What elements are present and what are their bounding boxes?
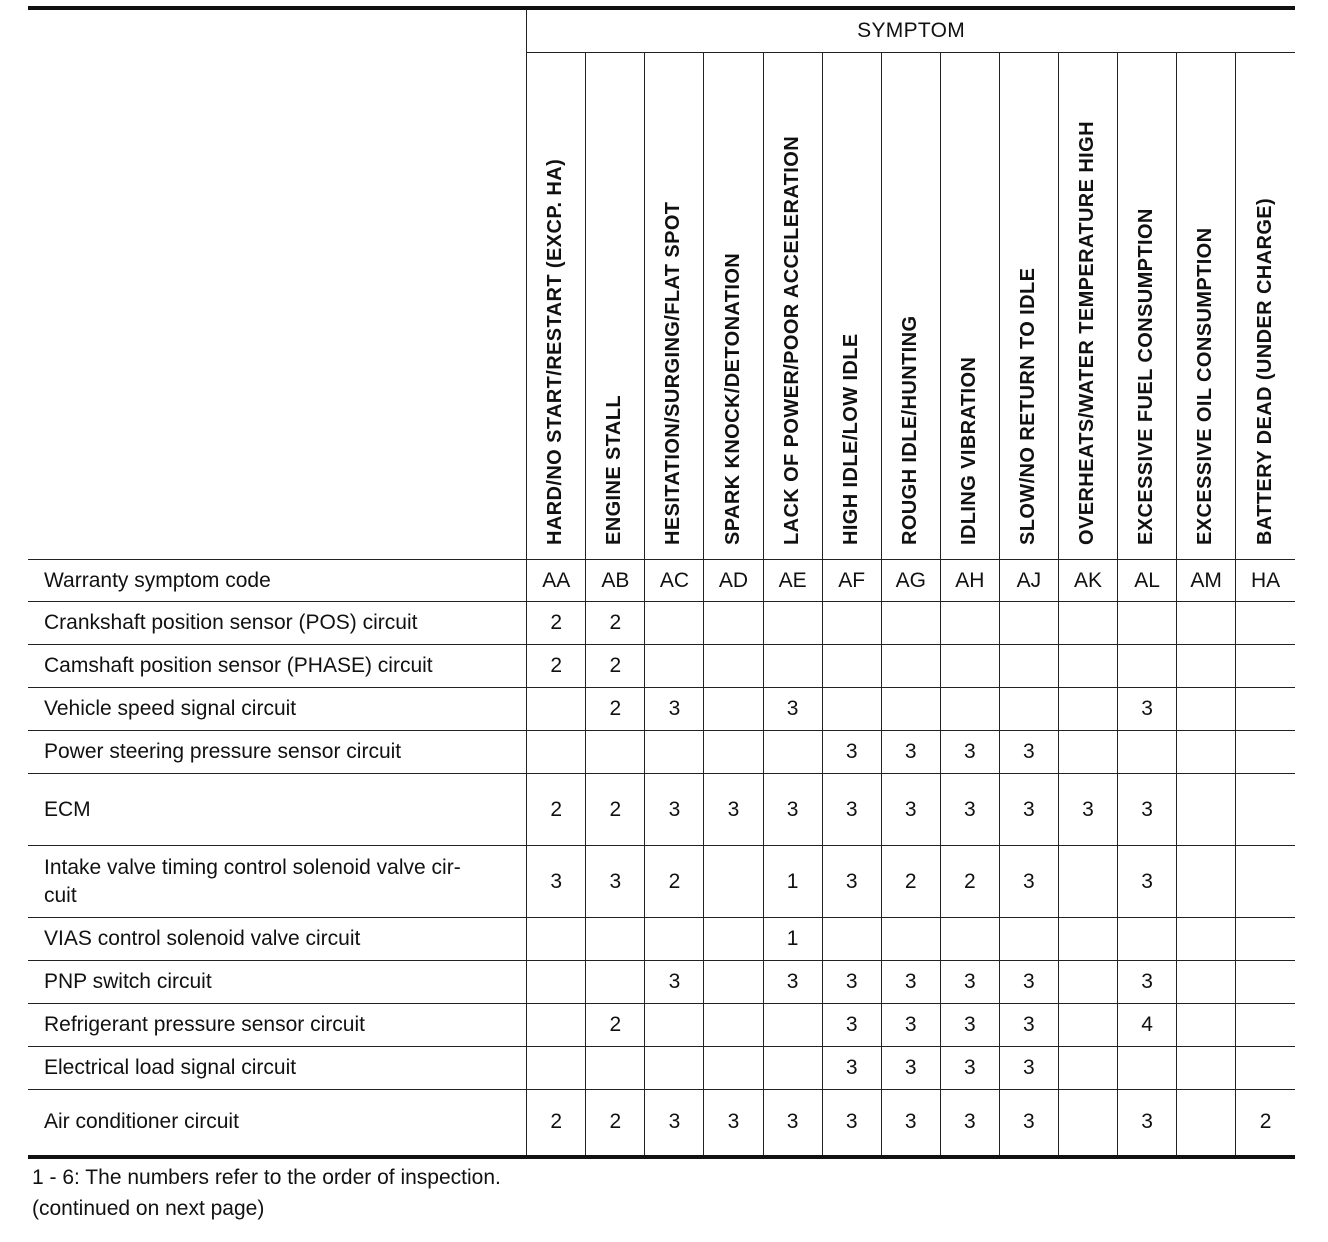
inspection-order-cell: 2: [586, 774, 645, 846]
inspection-order-cell: 3: [822, 1004, 881, 1047]
symptom-name: HARD/NO START/RESTART (EXCP. HA): [544, 158, 567, 545]
inspection-order-cell: [822, 645, 881, 688]
symptom-name: ROUGH IDLE/HUNTING: [898, 315, 921, 545]
warranty-code-cell: AC: [645, 560, 704, 602]
component-label: Crankshaft position sensor (POS) circuit: [28, 602, 527, 645]
symptom-column-header: [1177, 53, 1236, 560]
inspection-order-cell: [1236, 1047, 1295, 1090]
inspection-order-cell: [527, 961, 586, 1004]
inspection-order-cell: [822, 918, 881, 961]
inspection-order-cell: [999, 918, 1058, 961]
table-row: [28, 602, 1295, 645]
table-row: [28, 1004, 1295, 1047]
inspection-order-cell: 3: [704, 774, 763, 846]
inspection-order-cell: 3: [822, 1090, 881, 1157]
inspection-order-cell: [1177, 645, 1236, 688]
inspection-order-cell: 2: [527, 1090, 586, 1157]
inspection-order-cell: 3: [822, 961, 881, 1004]
inspection-order-cell: [822, 602, 881, 645]
inspection-order-cell: 3: [763, 961, 822, 1004]
warranty-code-cell: AE: [763, 560, 822, 602]
inspection-order-cell: 3: [881, 961, 940, 1004]
inspection-order-cell: 2: [527, 602, 586, 645]
warranty-code-cell: HA: [1236, 560, 1295, 602]
inspection-order-cell: [527, 918, 586, 961]
inspection-order-cell: 3: [763, 774, 822, 846]
warranty-code-cell: AJ: [999, 560, 1058, 602]
inspection-order-cell: [822, 688, 881, 731]
symptom-name: IDLING VIBRATION: [957, 356, 980, 545]
table-row: [28, 1090, 1295, 1157]
warranty-code-cell: AL: [1118, 560, 1177, 602]
inspection-order-cell: 1: [763, 918, 822, 961]
inspection-order-cell: [1118, 602, 1177, 645]
inspection-order-cell: [1058, 1047, 1117, 1090]
inspection-order-cell: [527, 1004, 586, 1047]
inspection-order-cell: [1177, 731, 1236, 774]
inspection-order-cell: [1236, 731, 1295, 774]
inspection-order-cell: 3: [763, 688, 822, 731]
inspection-order-cell: [1058, 846, 1117, 918]
table-row: [28, 918, 1295, 961]
table-corner-cell: [28, 8, 527, 560]
inspection-order-cell: 3: [645, 688, 704, 731]
inspection-order-cell: [645, 602, 704, 645]
inspection-order-cell: [704, 1004, 763, 1047]
inspection-order-cell: 3: [645, 774, 704, 846]
symptom-column-header: [527, 53, 586, 560]
inspection-order-cell: 3: [999, 1047, 1058, 1090]
inspection-order-cell: [1236, 688, 1295, 731]
inspection-order-cell: 2: [586, 645, 645, 688]
inspection-order-cell: [1058, 1004, 1117, 1047]
inspection-order-cell: 3: [586, 846, 645, 918]
symptom-name: OVERHEATS/WATER TEMPERATURE HIGH: [1075, 121, 1098, 545]
inspection-order-cell: [1177, 918, 1236, 961]
inspection-order-cell: [763, 731, 822, 774]
inspection-order-cell: 3: [822, 846, 881, 918]
inspection-order-cell: [1177, 1047, 1236, 1090]
warranty-code-cell: AM: [1177, 560, 1236, 602]
warranty-code-row: [28, 560, 1295, 602]
inspection-order-cell: 3: [763, 1090, 822, 1157]
inspection-order-cell: 3: [999, 846, 1058, 918]
inspection-order-cell: [1058, 602, 1117, 645]
symptom-column-header: [822, 53, 881, 560]
inspection-order-cell: [1236, 961, 1295, 1004]
inspection-order-cell: 3: [822, 774, 881, 846]
component-label: PNP switch circuit: [28, 961, 527, 1004]
inspection-order-cell: 3: [822, 1047, 881, 1090]
inspection-order-cell: [1177, 1004, 1236, 1047]
inspection-order-cell: 3: [940, 1090, 999, 1157]
symptom-column-header: [704, 53, 763, 560]
inspection-order-cell: [881, 688, 940, 731]
inspection-order-cell: [645, 1047, 704, 1090]
inspection-order-cell: 3: [1118, 846, 1177, 918]
symptom-column-header: [1118, 53, 1177, 560]
inspection-order-cell: 3: [881, 1090, 940, 1157]
inspection-order-cell: [763, 645, 822, 688]
inspection-order-cell: [527, 688, 586, 731]
inspection-order-cell: 3: [940, 731, 999, 774]
inspection-order-cell: [763, 602, 822, 645]
warranty-code-cell: AG: [881, 560, 940, 602]
inspection-order-cell: 3: [1118, 688, 1177, 731]
inspection-order-cell: [1236, 645, 1295, 688]
inspection-order-cell: 3: [822, 731, 881, 774]
table-row: [28, 961, 1295, 1004]
symptom-name: EXCESSIVE FUEL CONSUMPTION: [1135, 208, 1158, 545]
inspection-order-cell: [999, 688, 1058, 731]
component-label: Vehicle speed signal circuit: [28, 688, 527, 731]
inspection-order-cell: 3: [1118, 961, 1177, 1004]
symptom-name: LACK OF POWER/POOR ACCELERATION: [780, 135, 803, 545]
symptom-matrix-table: [28, 6, 1295, 1159]
inspection-order-cell: [704, 918, 763, 961]
component-label: Refrigerant pressure sensor circuit: [28, 1004, 527, 1047]
inspection-order-cell: [940, 602, 999, 645]
inspection-order-cell: [586, 961, 645, 1004]
inspection-order-cell: 2: [586, 602, 645, 645]
inspection-order-cell: 3: [881, 774, 940, 846]
inspection-order-cell: 2: [586, 1004, 645, 1047]
inspection-order-cell: [881, 645, 940, 688]
symptom-header: SYMPTOM: [527, 8, 1295, 53]
symptom-name: ENGINE STALL: [603, 395, 626, 545]
inspection-order-cell: 3: [527, 846, 586, 918]
inspection-order-cell: 3: [881, 1004, 940, 1047]
inspection-order-cell: [1236, 602, 1295, 645]
inspection-order-cell: [1118, 1047, 1177, 1090]
symptom-column-header: [1236, 53, 1295, 560]
inspection-order-cell: [763, 1004, 822, 1047]
inspection-order-cell: 2: [586, 1090, 645, 1157]
inspection-order-cell: [645, 731, 704, 774]
inspection-order-cell: 3: [881, 1047, 940, 1090]
table-row: [28, 1047, 1295, 1090]
inspection-order-cell: [1236, 846, 1295, 918]
inspection-order-cell: [704, 846, 763, 918]
warranty-code-cell: AD: [704, 560, 763, 602]
symptom-column-header: [999, 53, 1058, 560]
inspection-order-cell: [1118, 645, 1177, 688]
inspection-order-cell: [881, 918, 940, 961]
inspection-order-cell: [1177, 846, 1236, 918]
inspection-order-cell: [940, 918, 999, 961]
inspection-order-cell: 3: [645, 1090, 704, 1157]
inspection-order-cell: [1058, 918, 1117, 961]
inspection-order-cell: 2: [940, 846, 999, 918]
table-row: [28, 731, 1295, 774]
inspection-order-cell: 3: [940, 1004, 999, 1047]
symptom-column-header: [645, 53, 704, 560]
inspection-order-cell: [645, 1004, 704, 1047]
inspection-order-cell: [1058, 688, 1117, 731]
inspection-order-cell: 3: [940, 774, 999, 846]
inspection-order-cell: [586, 918, 645, 961]
inspection-order-cell: [881, 602, 940, 645]
symptom-column-header: [586, 53, 645, 560]
inspection-order-cell: [999, 602, 1058, 645]
component-label: ECM: [28, 774, 527, 846]
inspection-order-cell: [1236, 774, 1295, 846]
inspection-order-cell: [1177, 961, 1236, 1004]
component-label: Air conditioner circuit: [28, 1090, 527, 1157]
inspection-order-cell: 1: [763, 846, 822, 918]
table-row: [28, 645, 1295, 688]
inspection-order-cell: 3: [1118, 774, 1177, 846]
symptom-name: HIGH IDLE/LOW IDLE: [839, 333, 862, 545]
inspection-order-cell: [1118, 918, 1177, 961]
inspection-order-cell: [527, 731, 586, 774]
inspection-order-cell: [586, 731, 645, 774]
symptom-column-header: [1058, 53, 1117, 560]
inspection-order-cell: 3: [999, 961, 1058, 1004]
table-row: [28, 688, 1295, 731]
inspection-order-cell: [1118, 731, 1177, 774]
symptom-column-header: [940, 53, 999, 560]
warranty-code-cell: AB: [586, 560, 645, 602]
inspection-order-cell: [999, 645, 1058, 688]
inspection-order-cell: 2: [586, 688, 645, 731]
inspection-order-cell: [704, 688, 763, 731]
inspection-order-cell: [1236, 918, 1295, 961]
inspection-order-cell: [1058, 961, 1117, 1004]
inspection-order-cell: [1058, 645, 1117, 688]
inspection-order-cell: 3: [999, 731, 1058, 774]
component-label: Camshaft position sensor (PHASE) circuit: [28, 645, 527, 688]
inspection-order-cell: 3: [999, 1004, 1058, 1047]
inspection-order-cell: 3: [881, 731, 940, 774]
symptom-name: SLOW/NO RETURN TO IDLE: [1016, 267, 1039, 545]
inspection-order-cell: [527, 1047, 586, 1090]
inspection-order-cell: 3: [645, 961, 704, 1004]
inspection-order-cell: [1177, 602, 1236, 645]
inspection-order-cell: 2: [1236, 1090, 1295, 1157]
inspection-order-cell: [704, 602, 763, 645]
symptom-name: BATTERY DEAD (UNDER CHARGE): [1253, 197, 1276, 545]
inspection-order-cell: 3: [940, 961, 999, 1004]
inspection-order-cell: [704, 645, 763, 688]
footnote-inspection-order: 1 - 6: The numbers refer to the order of inspection.: [32, 1166, 501, 1189]
inspection-order-cell: [645, 645, 704, 688]
warranty-code-cell: AH: [940, 560, 999, 602]
inspection-order-cell: [586, 1047, 645, 1090]
inspection-order-cell: 2: [645, 846, 704, 918]
symptom-name: HESITATION/SURGING/FLAT SPOT: [662, 201, 685, 545]
table-row: [28, 774, 1295, 846]
inspection-order-cell: 3: [704, 1090, 763, 1157]
inspection-order-cell: 3: [1058, 774, 1117, 846]
inspection-order-cell: [1236, 1004, 1295, 1047]
table-row: [28, 846, 1295, 918]
inspection-order-cell: 3: [940, 1047, 999, 1090]
warranty-code-cell: AA: [527, 560, 586, 602]
inspection-order-cell: [1177, 1090, 1236, 1157]
inspection-order-cell: 3: [999, 774, 1058, 846]
component-label: Intake valve timing control solenoid valve cir- cuit: [28, 846, 527, 918]
inspection-order-cell: [763, 1047, 822, 1090]
inspection-order-cell: 3: [999, 1090, 1058, 1157]
inspection-order-cell: [940, 645, 999, 688]
inspection-order-cell: [1177, 774, 1236, 846]
component-label: Power steering pressure sensor circuit: [28, 731, 527, 774]
warranty-code-label: Warranty symptom code: [28, 560, 527, 602]
component-label: VIAS control solenoid valve circuit: [28, 918, 527, 961]
warranty-code-cell: AF: [822, 560, 881, 602]
inspection-order-cell: 2: [527, 645, 586, 688]
symptom-column-header: [881, 53, 940, 560]
inspection-order-cell: [645, 918, 704, 961]
footnote-continued: (continued on next page): [32, 1197, 265, 1220]
inspection-order-cell: [1058, 731, 1117, 774]
inspection-order-cell: [940, 688, 999, 731]
inspection-order-cell: 4: [1118, 1004, 1177, 1047]
symptom-name: SPARK KNOCK/DETONATION: [721, 252, 744, 545]
symptom-column-header: [763, 53, 822, 560]
inspection-order-cell: [704, 731, 763, 774]
inspection-order-cell: 2: [881, 846, 940, 918]
inspection-order-cell: [1177, 688, 1236, 731]
warranty-code-cell: AK: [1058, 560, 1117, 602]
inspection-order-cell: [704, 1047, 763, 1090]
inspection-order-cell: 3: [1118, 1090, 1177, 1157]
inspection-order-cell: [704, 961, 763, 1004]
inspection-order-cell: 2: [527, 774, 586, 846]
symptom-name: EXCESSIVE OIL CONSUMPTION: [1194, 227, 1217, 545]
component-label: Electrical load signal circuit: [28, 1047, 527, 1090]
inspection-order-cell: [1058, 1090, 1117, 1157]
